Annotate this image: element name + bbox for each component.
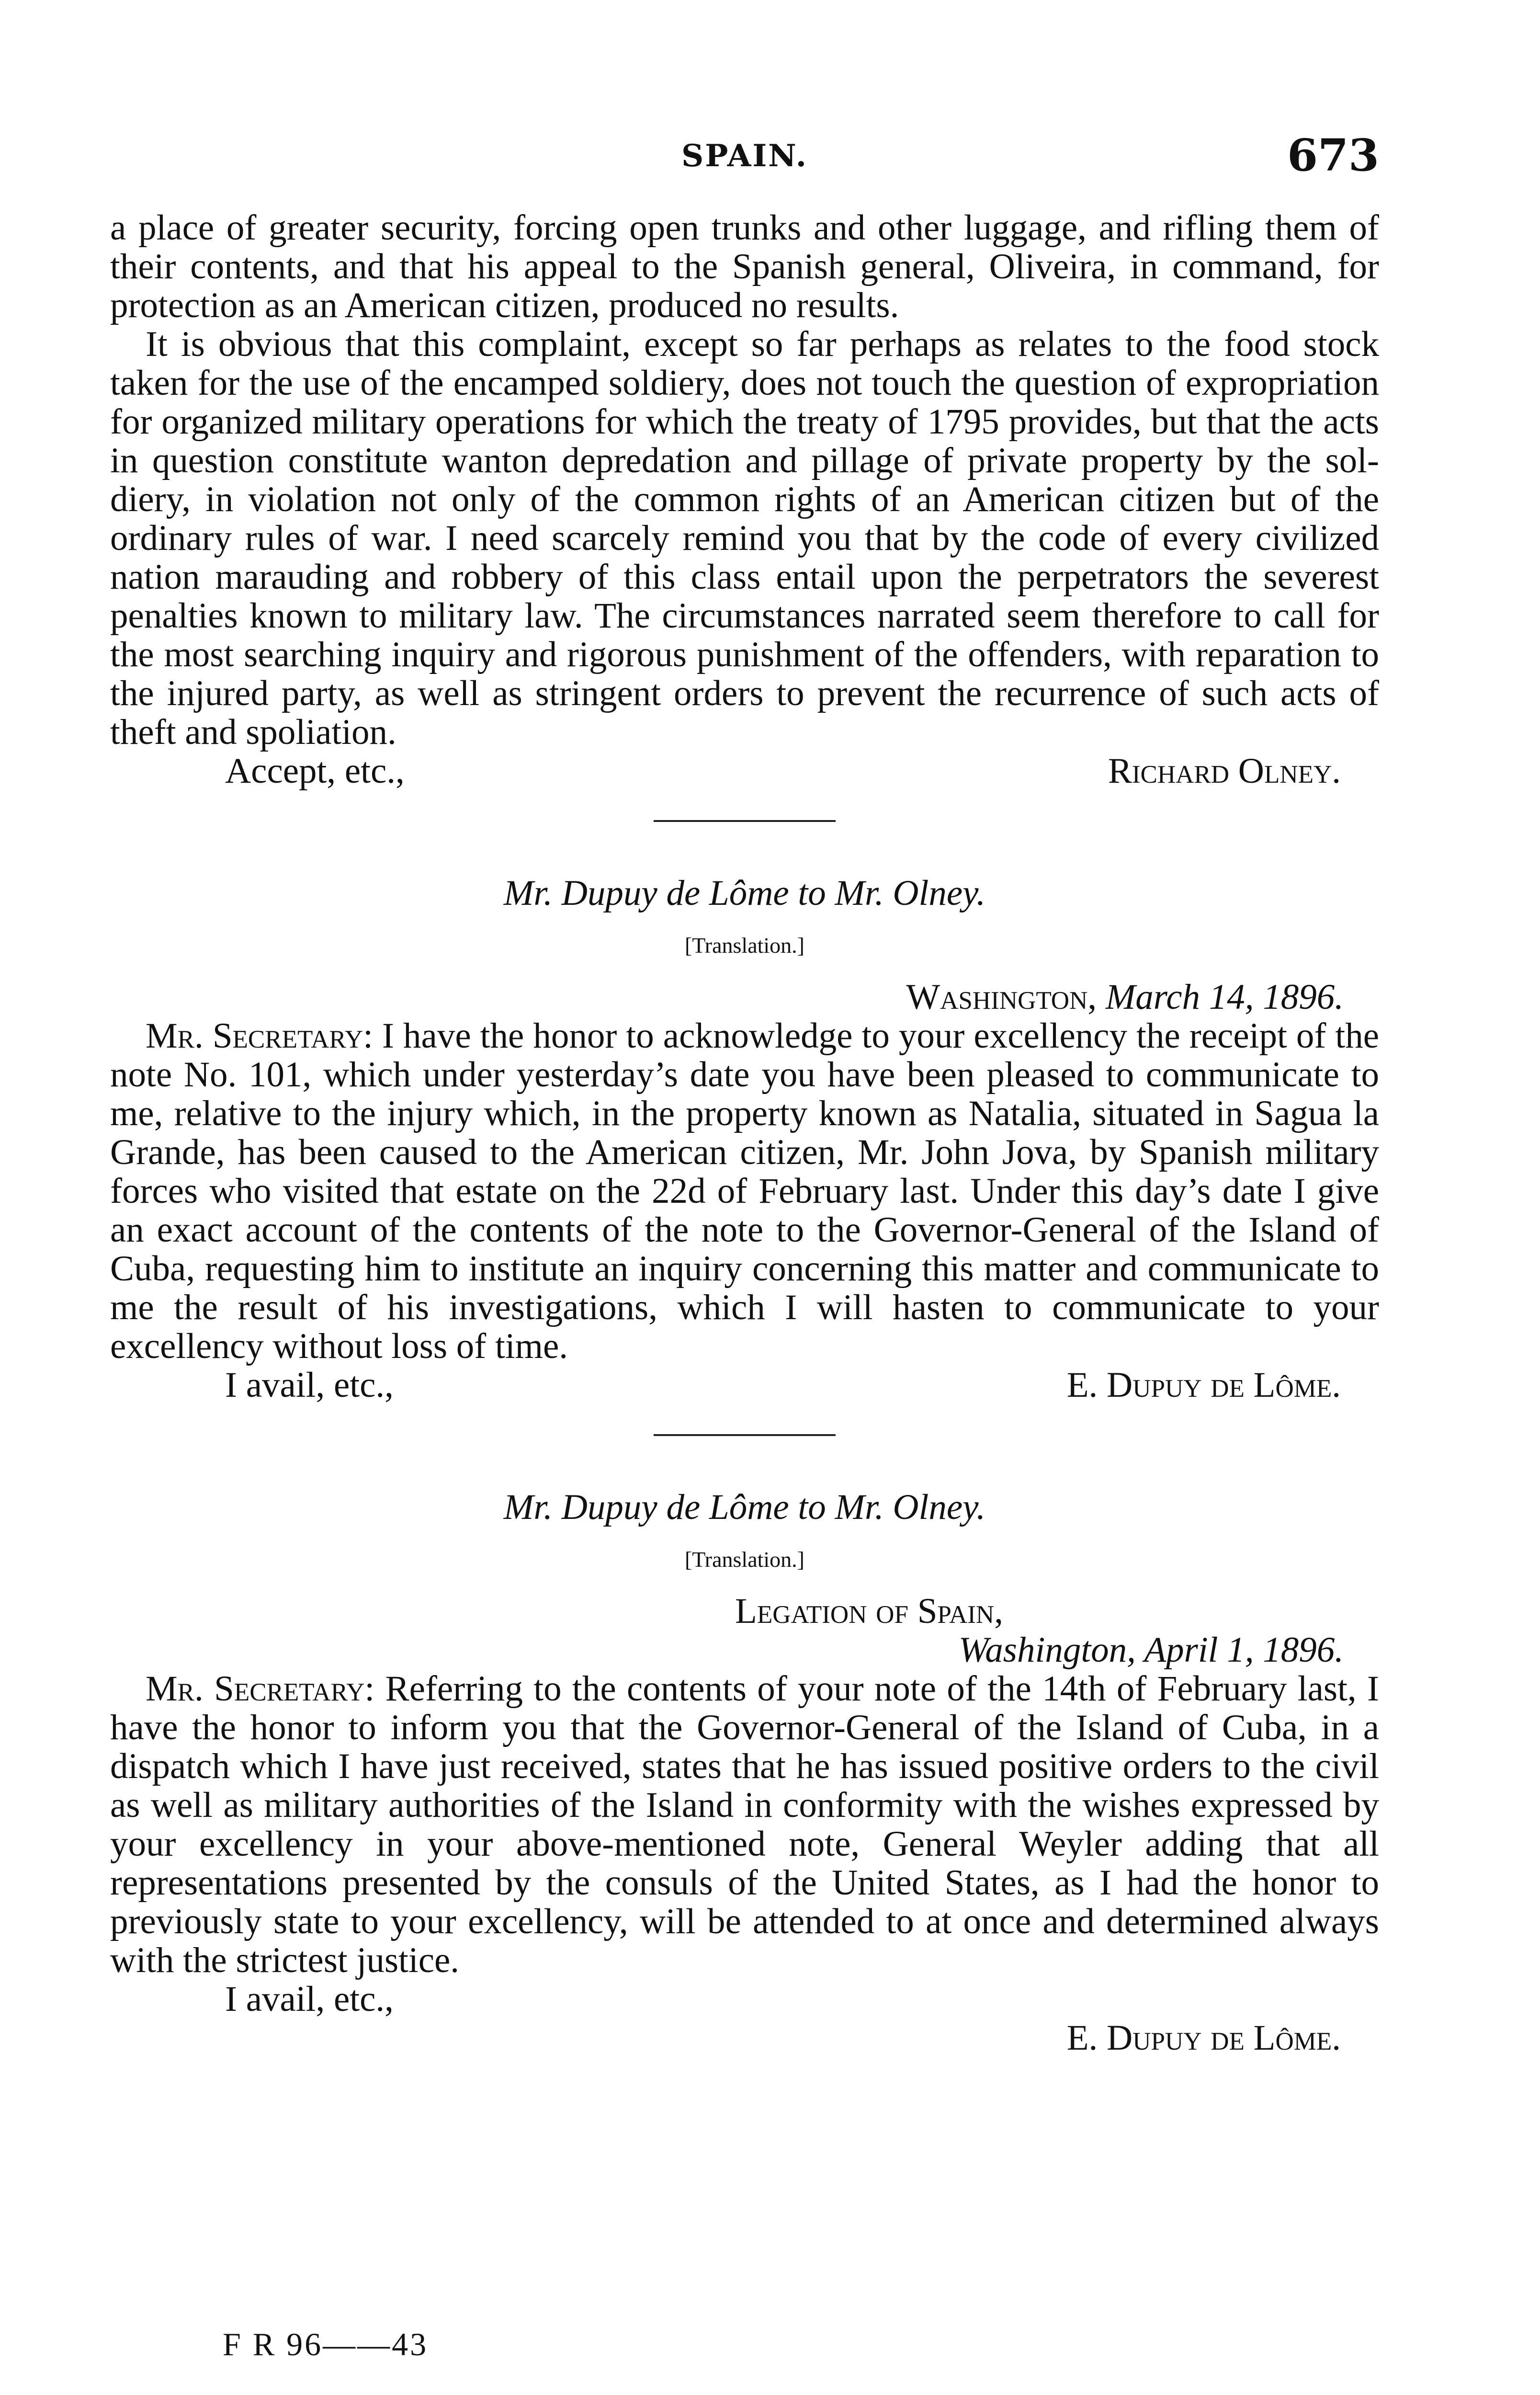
letter3-signature: E. Dupuy de Lôme. [1066, 2018, 1341, 2058]
letter1-continuation: a place of greater security, forcing open trunks and other luggage, and rifling them of their contents, and that his appeal to the Spanish general, Oliveira, in command, for protection as an American citizen, produced no results. [110, 208, 1379, 325]
letter3-dateline [110, 1592, 1379, 1669]
section-divider [654, 1434, 836, 1436]
letter1-closing-row [110, 752, 1379, 790]
letter3-place-date: Washington, April 1, 1896. [958, 1630, 1344, 1670]
letter3-heading: Mr. Dupuy de Lôme to Mr. Olney. [503, 1487, 986, 1527]
page-number: 673 [1287, 129, 1379, 181]
letter1-signature: Richard Olney. [1108, 751, 1341, 791]
letter3-closing: I avail, etc., [225, 1979, 394, 2019]
letter2-signature: E. Dupuy de Lôme. [1066, 1365, 1341, 1405]
letter2-heading: Mr. Dupuy de Lôme to Mr. Olney. [503, 873, 986, 913]
letter3-legation: Legation of Spain, [735, 1591, 1003, 1631]
printer-signature-mark: F R 96——43 [223, 2326, 429, 2362]
letter1-paragraph: It is obvious that this complaint, except so far perhaps as relates to the food stock taken for the use of the encamped soldiery, does not touch the question of expropriation for organized military operations for which the treaty of 1795 provides, but that the acts in question constitute wanton depredation and pillage of private property by the soldiery, in violation not only of the common rights of an American citizen but of the ordinary rules of war. I need scarcely remind you that by the code of every civilized nation marauding and robbery of this class entail upon the perpetrators the severest penalties known to military law. The circumstances narrated seem therefore to call for the most searching inquiry and rigorous punishment of the offenders, with reparation to the injured party, as well as stringent orders to prevent the recurrence of such acts of theft and spoliation. [110, 324, 1379, 752]
letter2-date: March 14, 1896. [1105, 977, 1344, 1017]
letter3-body: Referring to the contents of your note of the 14th of February last, I have the honor to inform you that the Governor-General of the Island of Cuba, in a dispatch which I have just received, states that he has issued positive orders to the civil as well as military authorities of the Island in conformity with the wishes expressed by your excellency in your above-mentioned note, General Weyler adding that all representations presented by the consuls of the United States, as I had the honor to previously state to your excellency, will be attended to at once and determined always with the strictest justice. [110, 1669, 1379, 1980]
letter2-translation-note: [Translation.] [684, 933, 804, 958]
letter2-dateline [110, 978, 1379, 1016]
letter2-salutation: Mr. Secretary: [146, 1016, 373, 1056]
letter2-closing: I avail, etc., [225, 1365, 394, 1405]
running-title: SPAIN. [681, 138, 808, 174]
letter2-body: I have the honor to acknowledge to your excellency the receipt of the note No. 101, which under yesterday’s date you have been pleased to communicate to me, relative to the injury which, in the property known as Natalia, situated in Sagua la Grande, has been caused to the American citizen, Mr. John Jova, by Spanish military forces who visited that estate on the 22d of February last. Under this day’s date I give an exact account of the contents of the note to the Governor-General of the Island of Cuba, requesting him to institute an inquiry concerning this matter and communicate to me the result of his investigations, which I will hasten to communicate to your excellency without loss of time. [110, 1016, 1379, 1366]
letter1-closing: Accept, etc., [225, 751, 405, 791]
letter3-salutation: Mr. Secretary: [146, 1669, 375, 1709]
letter2-body-paragraph [110, 1016, 1379, 1366]
letter2-closing-row [110, 1366, 1379, 1404]
letter3-translation-note: [Translation.] [684, 1547, 804, 1572]
letter2-date-place: Washington, [906, 977, 1097, 1017]
running-head [110, 129, 1379, 182]
body-text [110, 208, 1379, 2057]
letter3-body-paragraph [110, 1669, 1379, 1980]
section-divider [654, 820, 836, 822]
